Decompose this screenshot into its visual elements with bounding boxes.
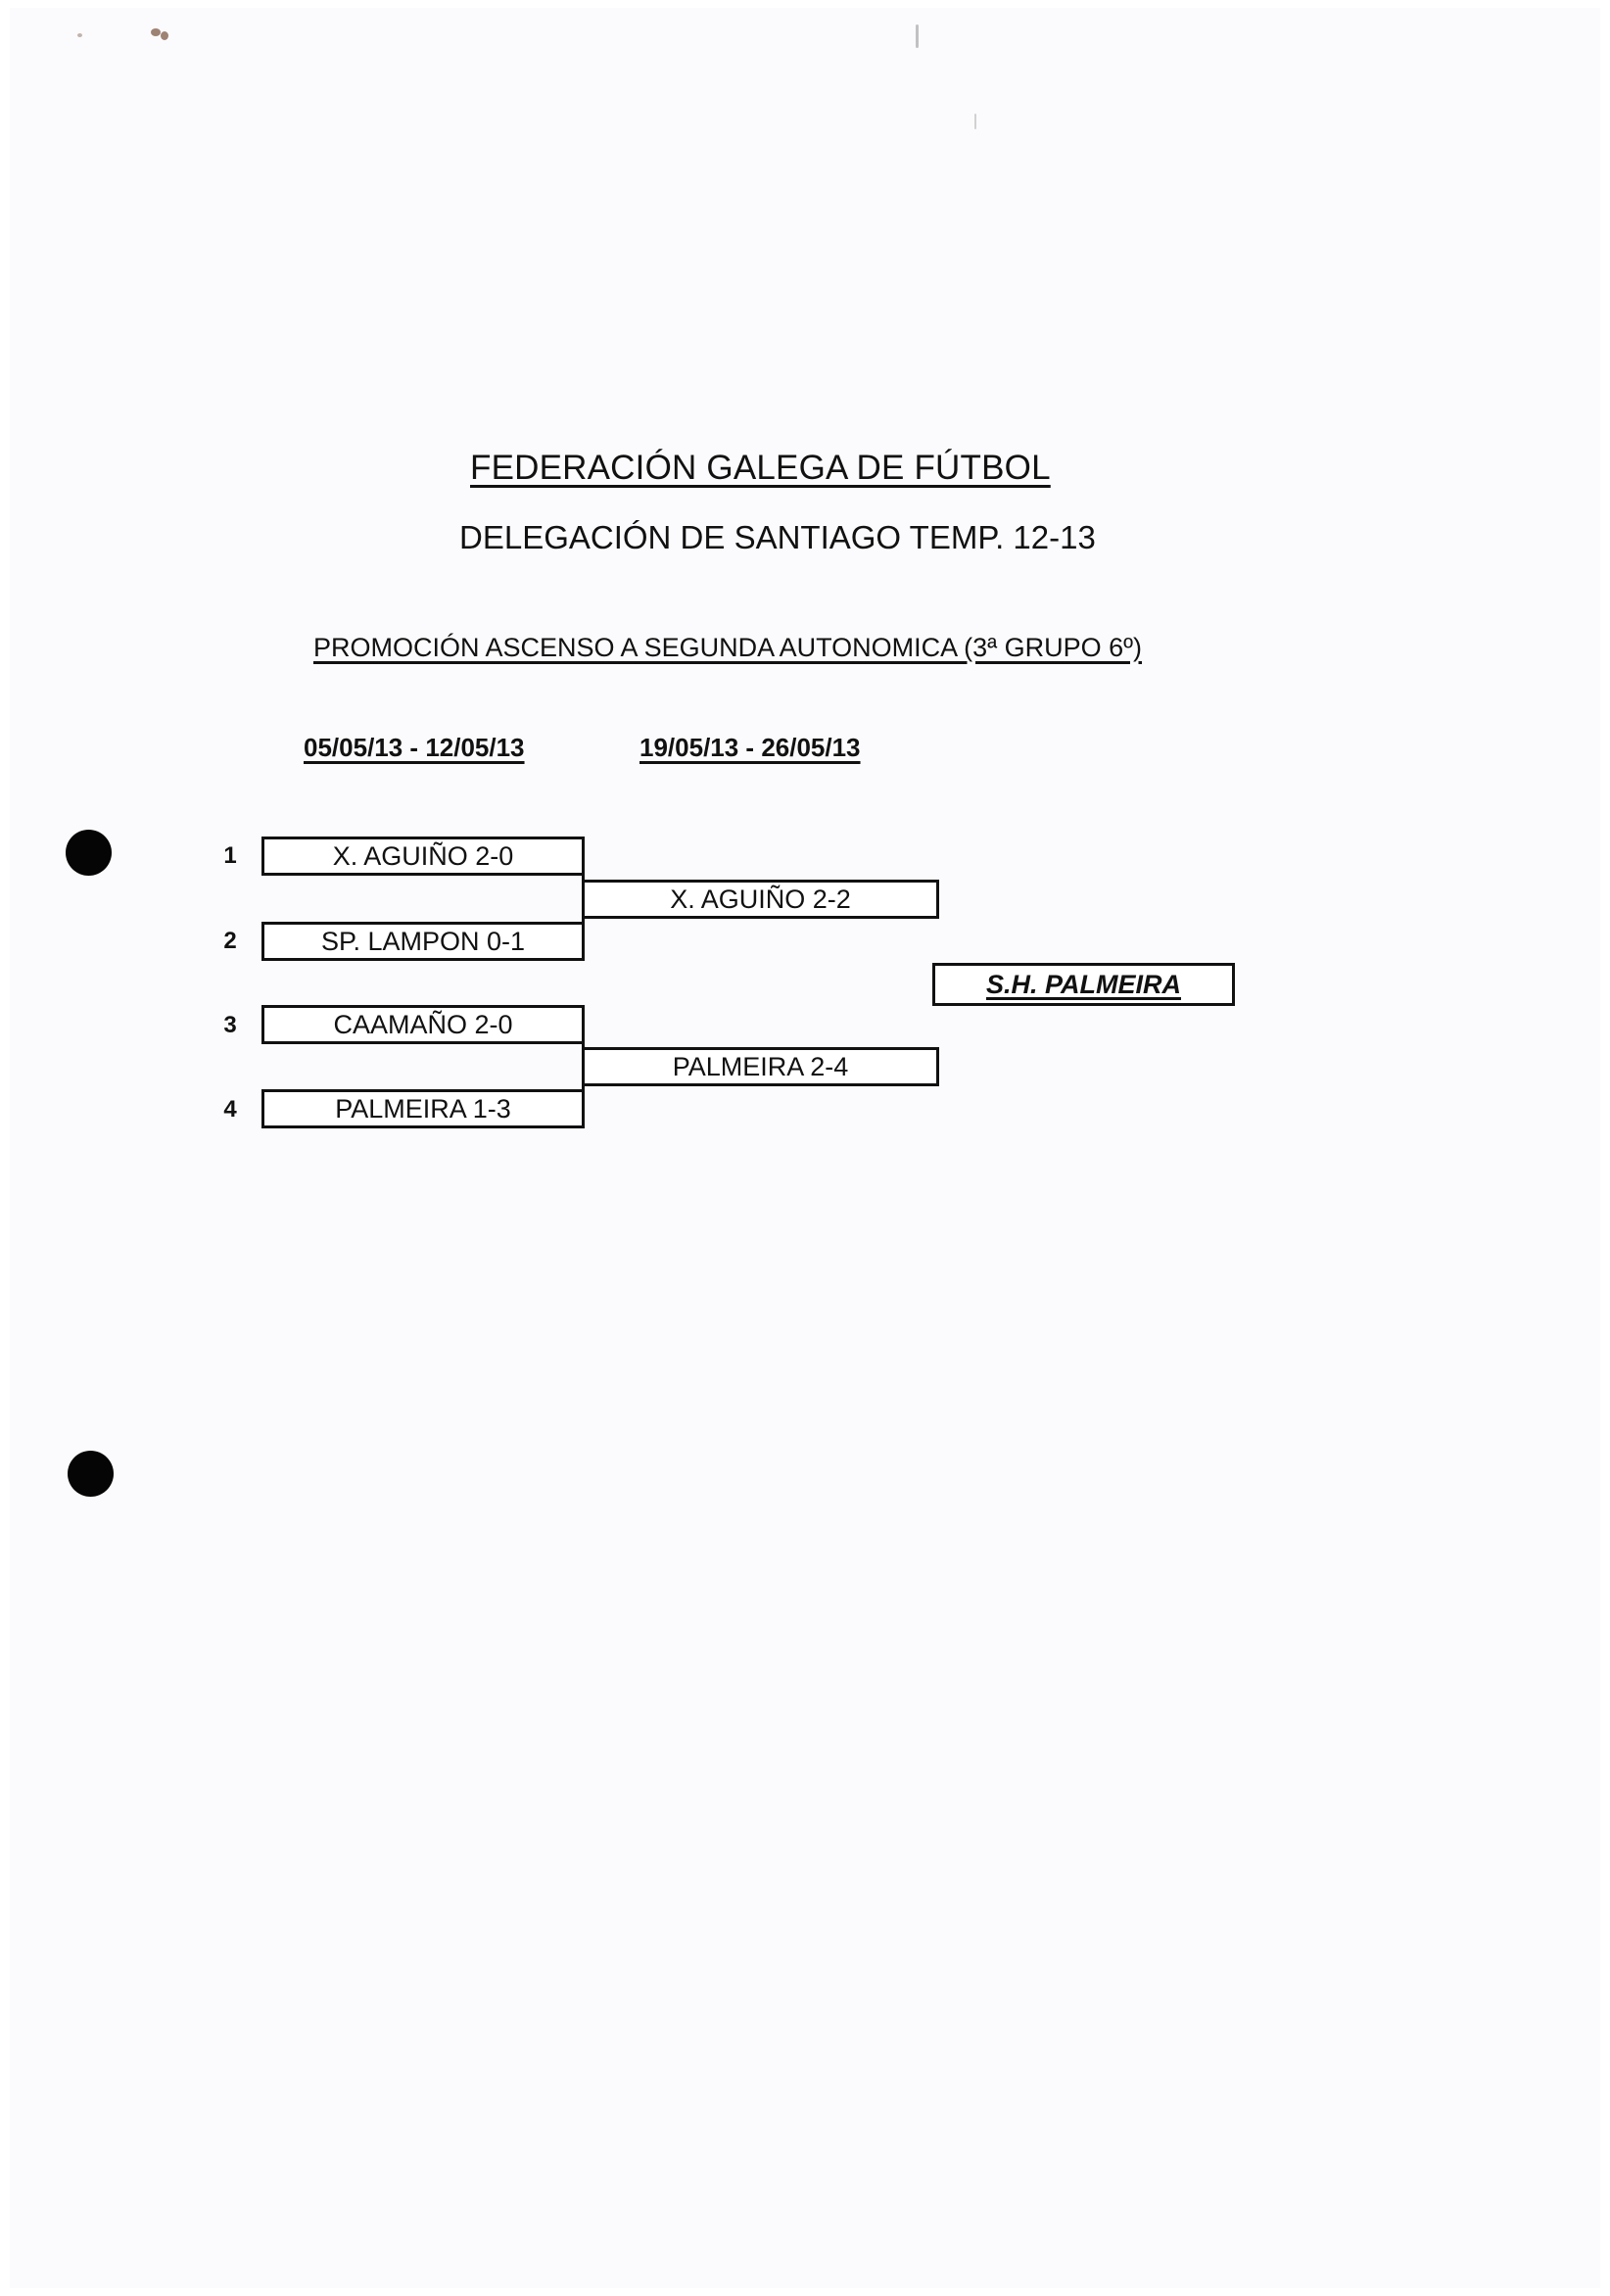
first-round-result: SP. LAMPON 0-1 <box>320 926 526 956</box>
paper-stain <box>77 33 82 37</box>
punch-hole <box>68 1451 114 1497</box>
second-round-match-box <box>585 1047 939 1086</box>
round-1-date: 05/05/13 - 12/05/13 <box>304 733 525 762</box>
winner-name: S.H. PALMEIRA <box>985 969 1181 999</box>
first-round-result: PALMEIRA 1-3 <box>335 1093 511 1124</box>
first-round-result: X. AGUIÑO 2-0 <box>332 840 514 871</box>
document-page <box>10 8 1600 2288</box>
second-round-result: X. AGUIÑO 2-2 <box>670 884 851 914</box>
paper-stain <box>161 31 168 40</box>
scan-mark <box>974 114 976 129</box>
seed-number: 2 <box>223 928 237 954</box>
second-round-match-box <box>585 880 939 919</box>
first-round-match-box <box>261 922 585 961</box>
first-round-match-box <box>261 1089 585 1128</box>
first-round-match-box <box>261 837 585 876</box>
document-subtitle: DELEGACIÓN DE SANTIAGO TEMP. 12-13 <box>459 519 1096 555</box>
second-round-result: PALMEIRA 2-4 <box>672 1051 849 1081</box>
first-round-result: CAAMAÑO 2-0 <box>333 1009 513 1039</box>
paper-stain <box>151 28 161 36</box>
seed-number: 4 <box>223 1096 237 1123</box>
winner-box <box>932 963 1235 1006</box>
scan-mark <box>916 24 919 48</box>
document-title: FEDERACIÓN GALEGA DE FÚTBOL <box>470 449 1051 487</box>
first-round-match-box <box>261 1005 585 1044</box>
seed-number: 1 <box>223 842 237 869</box>
competition-title: PROMOCIÓN ASCENSO A SEGUNDA AUTONOMICA (3ª GRUPO 6º) <box>313 633 1143 662</box>
punch-hole <box>66 830 112 876</box>
round-2-date: 19/05/13 - 26/05/13 <box>639 733 861 762</box>
seed-number: 3 <box>223 1012 237 1038</box>
